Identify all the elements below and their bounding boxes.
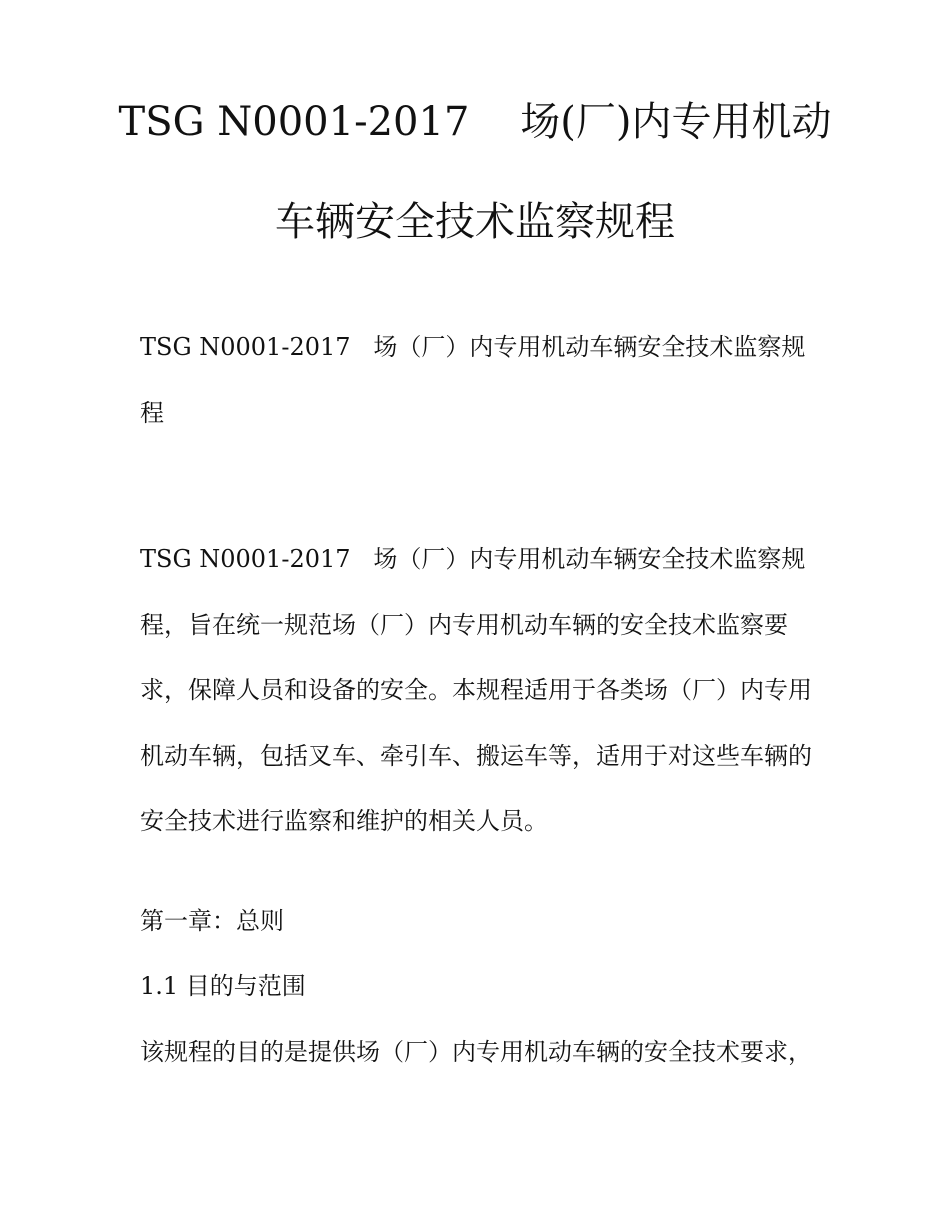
chapter-heading: 第一章：总则 [140,907,284,935]
document-title-line-1: TSG N0001-2017 场(厂)内专用机动 [118,99,832,145]
body-paragraph: 该规程的目的是提供场（厂）内专用机动车辆的安全技术要求， [140,1038,812,1066]
document-title-line-2: 车辆安全技术监察规程 [275,199,675,245]
document-subtitle: TSG N0001-2017 场（厂）内专用机动车辆安全技术监察规程 [140,333,806,427]
section-heading: 1.1 目的与范围 [140,972,306,1000]
intro-paragraph: TSG N0001-2017 场（厂）内专用机动车辆安全技术监察规程，旨在统一规范场（厂）内专用机动车辆的安全技术监察要求，保障人员和设备的安全。本规程适用于各类场（厂）内专用机动车辆，包括叉车、牵引车、搬运车等，适用于对这些车辆的安全技术进行监察和维护的相关人员。 [140,545,812,835]
